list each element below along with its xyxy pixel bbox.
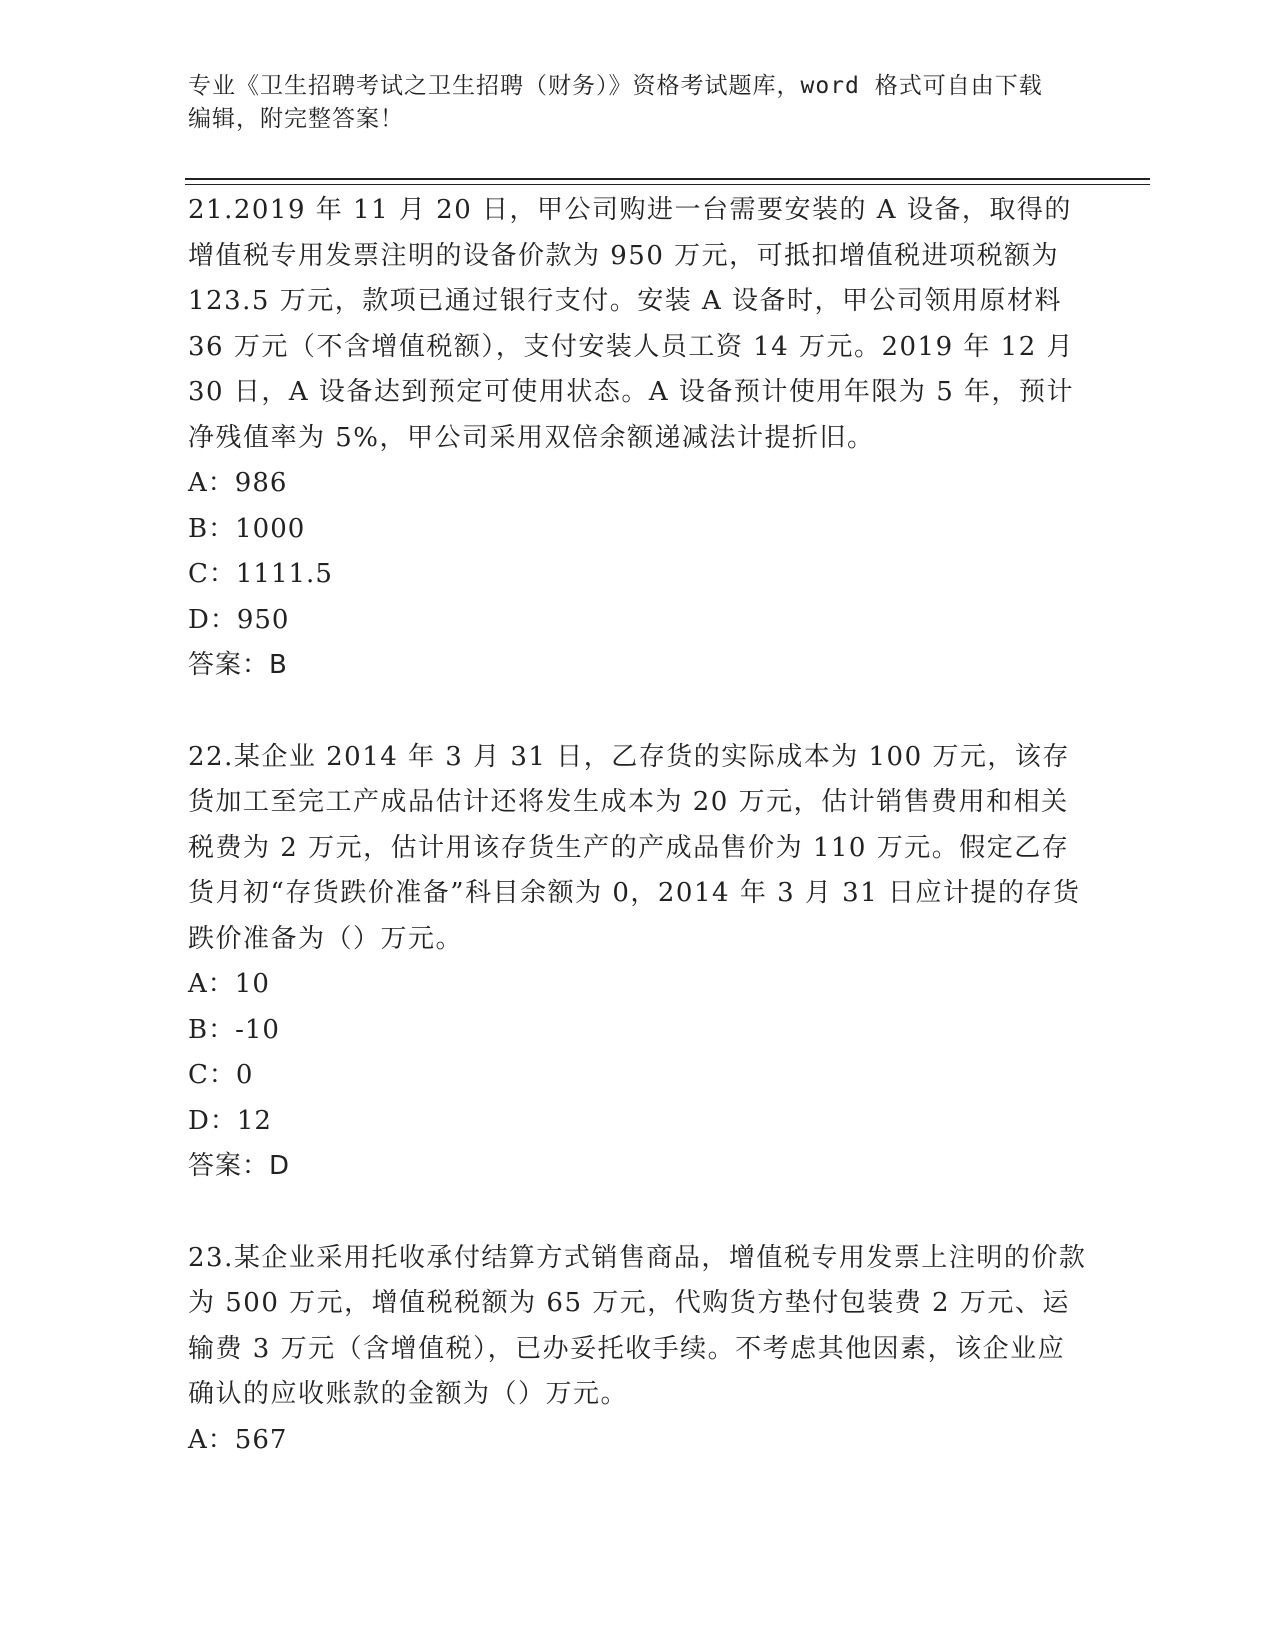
option-c: C：0 (188, 1060, 254, 1090)
option-b: B：1000 (188, 513, 306, 544)
question-text: 23.某企业采用托收承付结算方式销售商品，增值税专用发票上注明的价款为 500 万元，增值税税额为 65 万元，代购货方垫付包装费 2 万元、运输费 3 万元（含增值税），已办妥托收手续。不考虑其他因素，该企业应确认的应收账款的金额为（）万元。 (188, 1242, 1087, 1409)
header-divider-thin (185, 184, 1150, 185)
question-text: 21.2019 年 11 月 20 日，甲公司购进一台需要安装的 A 设备，取得的增值税专用发票注明的设备价款为 950 万元，可抵扣增值税进项税额为 123.5 万元，款项已通过银行支付。安装 A 设备时，甲公司领用原材料 36 万元（不含增值税额），支付安装人员工资 14 万元。2019 年 12 月 30 日，A 设备达到预定可使用状态。A 设备预计使用年限为 5 年，预计净残值率为 5%，甲公司采用双倍余额递减法计提折旧。 (188, 195, 1075, 453)
answer-label: 答案：D (188, 1151, 291, 1181)
header-line-1: 专业《卫生招聘考试之卫生招聘（财务）》资格考试题库，word 格式可自由下载 (188, 73, 1043, 99)
option-a: A：10 (188, 969, 270, 999)
option-d: D：950 (188, 604, 290, 635)
option-c: C：1111.5 (188, 559, 333, 589)
question-list (188, 188, 1088, 1509)
question-text: 22.某企业 2014 年 3 月 31 日，乙存货的实际成本为 100 万元，该存货加工至完工产成品估计还将发生成本为 20 万元，估计销售费用和相关税费为 2 万元，估计用该存货生产的产成品售价为 110 万元。假定乙存货月初“存货跌价准备”科目余额为 0，2014 年 3 月 31 日应计提的存货跌价准备为（）万元。 (188, 741, 1081, 954)
option-a: A：986 (188, 468, 288, 498)
header-divider-thick (185, 178, 1150, 180)
header-line-2: 编辑，附完整答案！ (188, 106, 404, 132)
question-23 (188, 1236, 1088, 1464)
option-a: A：567 (188, 1424, 288, 1455)
question-21 (188, 188, 1088, 689)
option-d: D：12 (188, 1105, 272, 1136)
option-b: B：-10 (188, 1014, 280, 1045)
answer-label: 答案：B (188, 650, 288, 680)
page-header (188, 70, 1088, 136)
question-22 (188, 735, 1088, 1190)
